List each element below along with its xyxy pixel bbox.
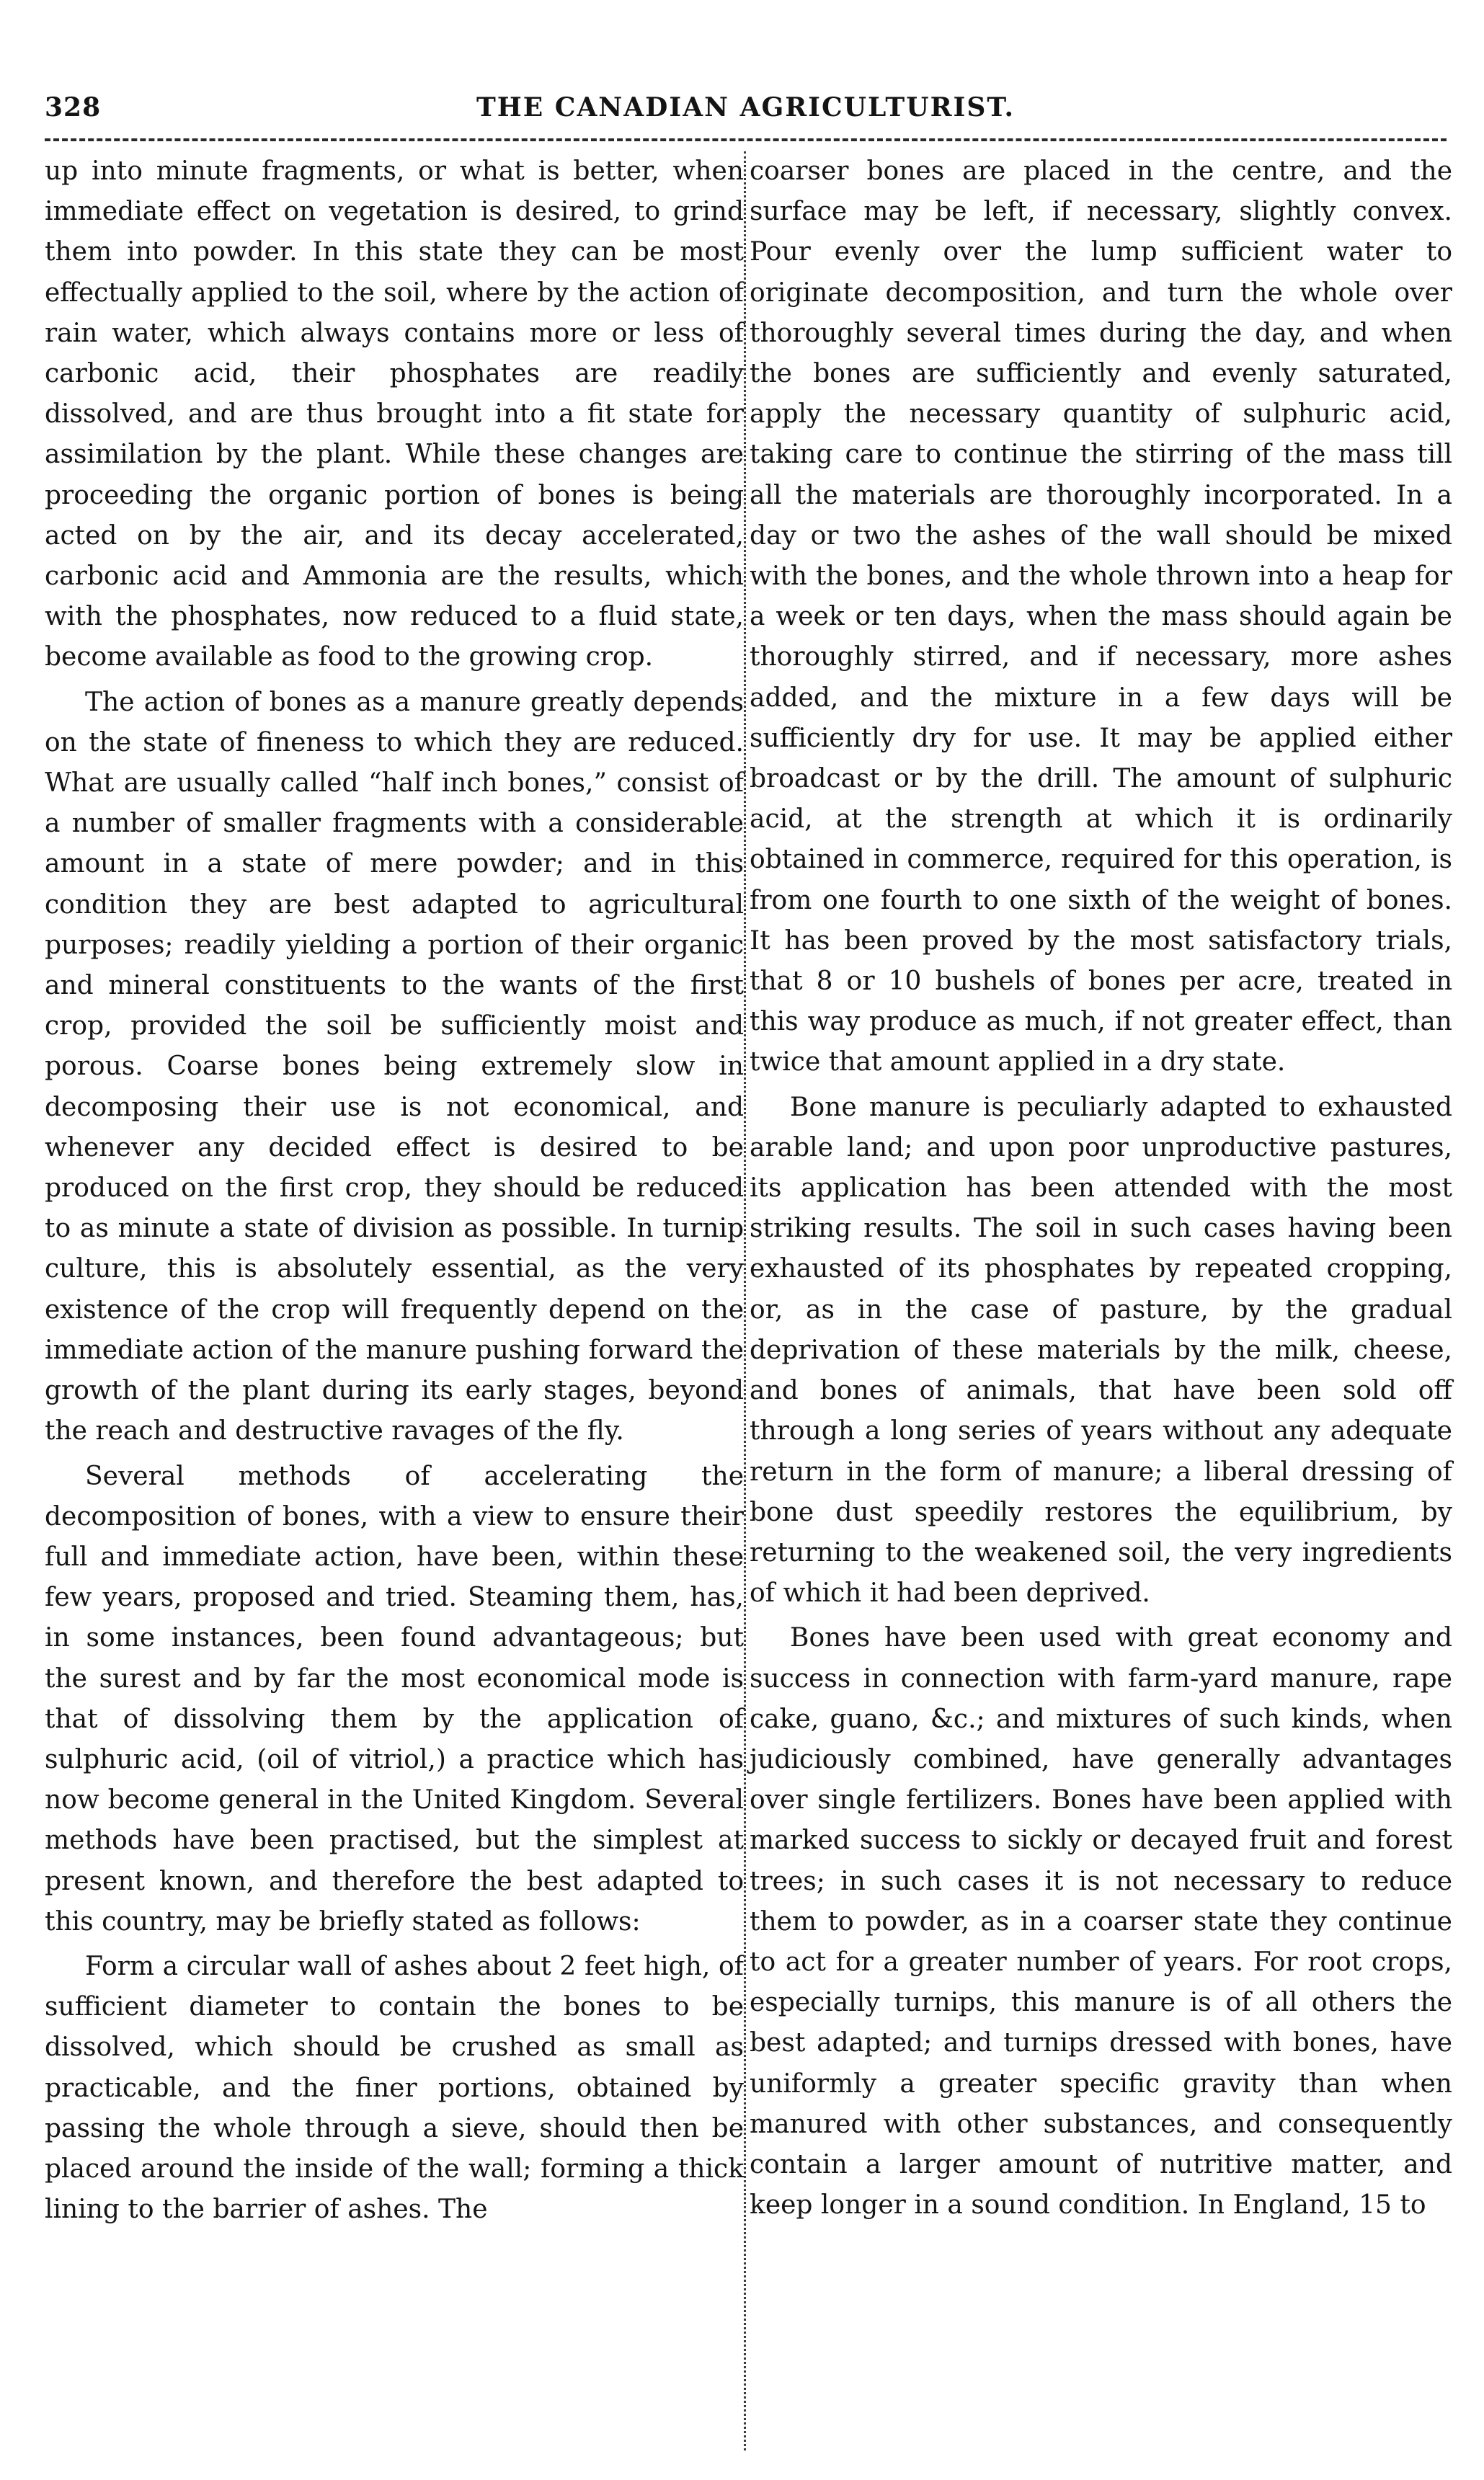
right-paragraph-2: Bone manure is peculiarly adapted to exhausted arable land; and upon poor unproductive pastures, its application has been attended with the most striking results. The soil in such cases having been exhausted of its phosphates by repeated cropping, or, as in the case of pasture, by the gradual deprivation of these materials by the milk, cheese, and bones of animals, that have been sold off through a long series of years without any adequate return in the form of manure; a liberal dressing of bone dust speedily restores the equilibrium, by returning to the weakened soil, the very ingredients of which it had been deprived. xyxy=(750,1092,1452,1609)
left-paragraph-3: Several methods of accelerating the decomposition of bones, with a view to ensure their full and immediate action, have been, within these few years, proposed and tried. Steaming them, has, in some instances, been found advantageous; but the surest and by far the most economical mode is that of dissolving them by the application of sulphuric acid, (oil of vitriol,) a practice which has now become general in the United Kingdom. Several methods have been practised, but the simplest at present known, and therefore the best adapted to this country, may be briefly stated as follows: xyxy=(45,1461,744,1937)
left-column xyxy=(45,151,744,2234)
right-paragraph-3: Bones have been used with great economy and success in connection with farm-yard manure, rape cake, guano, &c.; and mixtures of such kinds, when judiciously combined, have generally advantages over single fertilizers. Bones have been applied with marked success to sickly or decayed fruit and forest trees; in such cases it is not necessary to reduce them to powder, as in a coarser state they continue to act for a greater number of years. For root crops, especially turnips, this manure is of all others the best adapted; and turnips dressed with bones, have uniformly a greater specific gravity than when manured with other substances, and consequently contain a larger amount of nutritive matter, and keep longer in a sound condition. In England, 15 to xyxy=(750,1623,1452,2221)
header-rule xyxy=(45,138,1447,141)
left-paragraph-4: Form a circular wall of ashes about 2 feet high, of sufficient diameter to contain the bones to be dissolved, which should be crushed as small as practicable, and the finer portions, obtained by passing the whole through a sieve, should then be placed around the inside of the wall; forming a thick lining to the barrier of ashes. The xyxy=(45,1951,744,2225)
page-number: 328 xyxy=(45,92,102,123)
column-divider xyxy=(744,151,746,2450)
right-column xyxy=(750,151,1452,2230)
right-paragraph-1: coarser bones are placed in the centre, and the surface may be left, if necessary, slightly convex. Pour evenly over the lump sufficient water to originate decomposition, and turn the whole over thoroughly several times during the day, and when the bones are sufficiently and evenly saturated, apply the necessary quantity of sulphuric acid, taking care to continue the stirring of the mass till all the materials are thoroughly incorporated. In a day or two the ashes of the wall should be mixed with the bones, and the whole thrown into a heap for a week or ten days, when the mass should again be thoroughly stirred, and if necessary, more ashes added, and the mixture in a few days will be sufficiently dry for use. It may be applied either broadcast or by the drill. The amount of sulphuric acid, at the strength at which it is ordinarily obtained in commerce, required for this operation, is from one fourth to one sixth of the weight of bones. It has been proved by the most satisfactory trials, that 8 or 10 bushels of bones per acre, treated in this way produce as much, if not greater effect, than twice that amount applied in a dry state. xyxy=(750,156,1452,1077)
left-paragraph-1: up into minute fragments, or what is better, when immediate effect on vegetation is desired, to grind them into powder. In this state they can be most effectually applied to the soil, where by the action of rain water, which always contains more or less of carbonic acid, their phosphates are readily dissolved, and are thus brought into a fit state for assimilation by the plant. While these changes are proceeding the organic portion of bones is being acted on by the air, and its decay accelerated, carbonic acid and Ammonia are the results, which with the phosphates, now reduced to a fluid state, become available as food to the growing crop. xyxy=(45,156,744,672)
running-head xyxy=(45,92,1447,135)
journal-title: THE CANADIAN AGRICULTURIST. xyxy=(476,92,1016,123)
left-paragraph-2: The action of bones as a manure greatly depends on the state of fineness to which they are reduced. What are usually called “half inch bones,” consist of a number of smaller fragments with a considerable amount in a state of mere powder; and in this condition they are best adapted to agricultural purposes; readily yielding a portion of their organic and mineral constituents to the wants of the first crop, provided the soil be sufficiently moist and porous. Coarse bones being extremely slow in decomposing their use is not economical, and whenever any decided effect is desired to be produced on the first crop, they should be reduced to as minute a state of division as possible. In turnip culture, this is absolutely essential, as the very existence of the crop will frequently depend on the immediate action of the manure pushing forward the growth of the plant during its early stages, beyond the reach and destructive ravages of the fly. xyxy=(45,687,744,1446)
